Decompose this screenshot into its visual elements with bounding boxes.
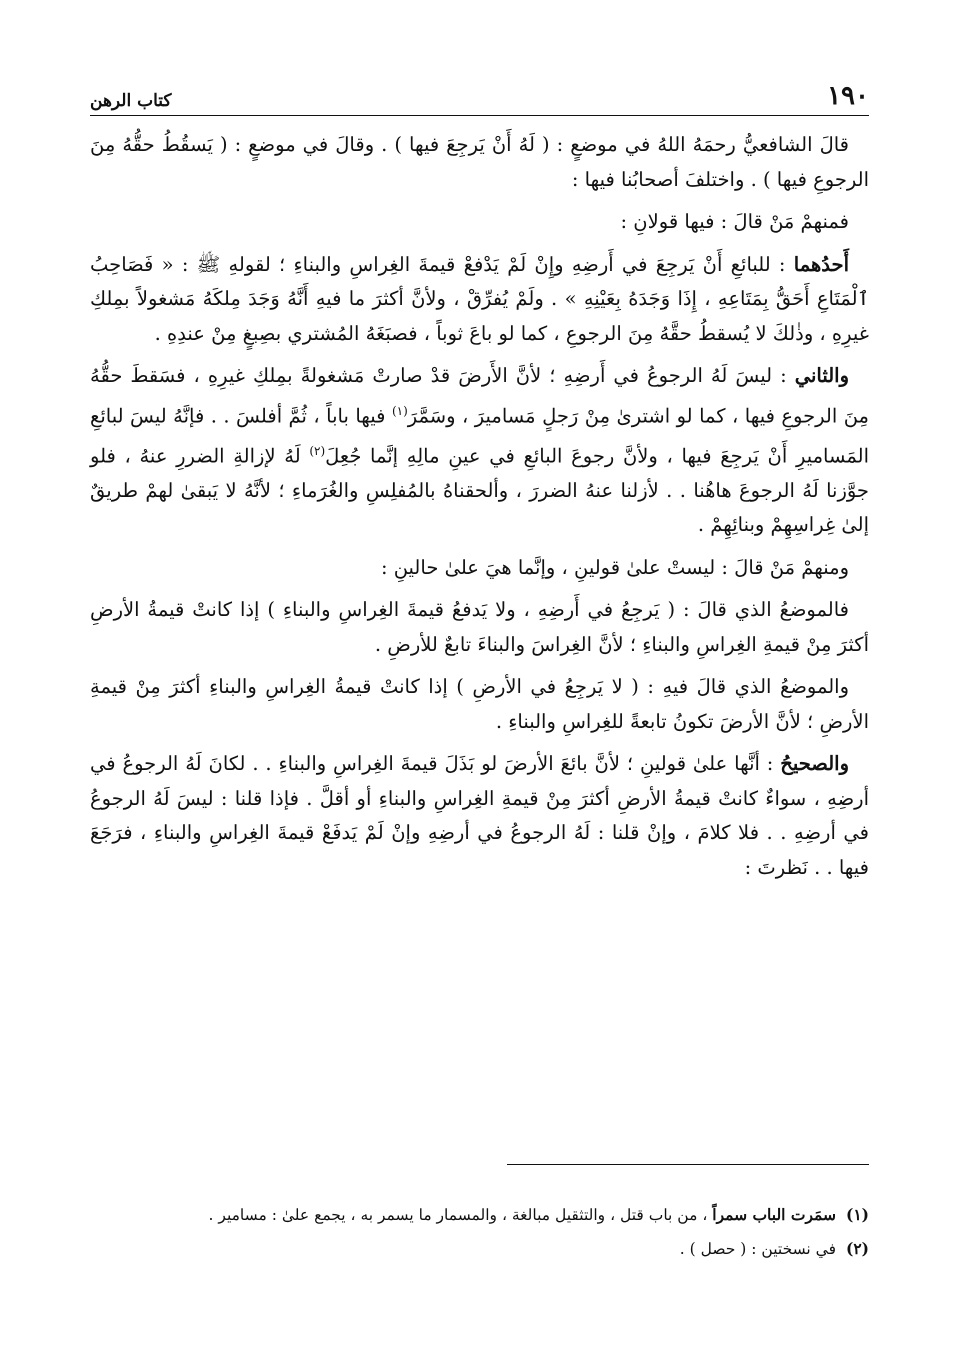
footnote-body — [209, 1200, 836, 1230]
footnote-text: ، من باب قتل ، والتثقيل مبالغة ، والمسمار ما يسمر به ، يجمع علىٰ : مسامير . — [208, 1206, 713, 1224]
paragraph — [90, 551, 869, 586]
page-number: ١٩٠ — [827, 81, 869, 111]
paragraph-text: ومنهمْ مَنْ قالَ : ليستْ علىٰ قولينِ ، وإنَّما هيَ علىٰ حالينِ : — [380, 555, 849, 579]
footnote-number: (١) — [845, 1205, 869, 1224]
footnote-term: سمَرت الباب سمراً — [712, 1205, 836, 1224]
footnote — [90, 1200, 869, 1230]
paragraph — [90, 670, 869, 739]
footnote — [90, 1234, 869, 1264]
footnote-text: في نسختين : ( حصل ) . — [679, 1240, 836, 1258]
paragraph-lead: والثاني — [794, 364, 849, 387]
footnote-number: (٢) — [845, 1239, 869, 1258]
paragraph-lead: والصحيحُ — [780, 752, 849, 775]
paragraph-text: فالموضعُ الذي قالَ : ( يَرجِعُ في أَرضِهِ ، ولا يَدفعُ قيمةَ الغِراسِ والبناءِ ) إذا كانتْ قيمةُ الأرضِ أكثرَ مِنْ قيمةِ الغِراسِ والبناءِ ؛ لأنَّ الغِراسَ والبناءَ تابعٌ للأرضِ . — [90, 598, 869, 656]
paragraph-text: : ليسَ لَهُ الرجوعُ في أَرضِهِ ؛ لأنَّ الأَرضَ قدْ صارتْ مَشغولةً بمِلكِ غيرِهِ ، فسَقطَ حقُّهُ مِنَ الرجوعِ فيها ، كما لو اشترىٰ مِنْ رَجلٍ مَساميرَ ، وسَمَّرَ — [90, 364, 869, 427]
paragraph-text: : أنَّها علىٰ قولينِ ؛ لأنَّ بائعَ الأرضَ لو بَذَلَ قيمةَ الغِراسِ والبناءِ . . لكانَ لَهُ الرجوعُ في أرضِهِ ، سواءٌ كانتْ قيمةُ الأرضِ أكثرَ مِنْ قيمةِ الغِراسِ والبناءِ أو أقلَّ . فإذا قلنا : ليسَ لَهُ الرجوعُ في أرضِهِ . . فلا كلامَ ، وإنْ قلنا : لَهُ الرجوعُ في أرضِهِ وإنْ لَمْ يَدفَعْ قيمةَ الغِراسِ والبناءِ ، فرَجَعَ فيها . . نَظرتَ : — [90, 752, 869, 879]
footnote-ref[interactable]: (١) — [391, 403, 408, 418]
main-text — [90, 128, 869, 893]
paragraph — [90, 128, 869, 197]
paragraph — [90, 747, 869, 885]
running-header — [90, 80, 869, 116]
footnote-divider — [507, 1164, 869, 1165]
footnote-ref[interactable]: (٢) — [309, 443, 326, 458]
paragraph — [90, 359, 869, 543]
paragraph-text: والموضعُ الذي قالَ فيهِ : ( لا يَرجِعُ في الأرضِ ) إذا كانتْ قيمةُ الغِراسِ والبناءِ أكثرَ مِنْ قيمةِ الأرضِ ؛ لأنَّ الأرضَ تكونُ تابعةً للغِراسِ والبناءِ . — [90, 675, 869, 733]
footnote-body — [680, 1234, 836, 1264]
book-title: كتاب الرهن — [90, 91, 172, 111]
paragraph-text: فيها باباً ، ثُمَّ أفلسَ . . فإنَّهُ ليسَ لبائعِ المَساميرِ أَنْ يَرجِعَ فيها ، ولأنَّ رجوعَ البائعِ في عينِ مالِهِ إنَّما جُعِلَ — [90, 404, 869, 467]
paragraph — [90, 593, 869, 662]
paragraph-text: فمنهمْ مَنْ قالَ : فيها قولانِ : — [620, 210, 849, 233]
paragraph — [90, 205, 869, 240]
paragraph-text: قالَ الشافعيُّ رحمَهُ اللهُ في موضعٍ : ( لَهُ أَنْ يَرجِعَ فيها ) . وقالَ في موضعٍ : ( يَسقُطُ حقُّهُ مِنَ الرجوعِ فيها ) . واختلفَ أصحابُنا فيها : — [90, 133, 869, 191]
paragraph-text: : للبائعِ أَنْ يَرجِعَ في أَرضِهِ وإِنْ لَمْ يَدْفعْ قيمةَ الغِراسِ والبناءِ ؛ لقولهِ ﷺ : « فَصَاحِبُ ٱلْمَتَاعِ أَحَقُّ بِمَتَاعِهِ ، إِذَا وَجَدَهُ بِعَيْنِهِ » . ولَمْ يُفرِّقْ ، ولأنَّ أكثرَ ما فيهِ أَنَّهُ وَجَدَ مِلكَهُ مَشغولاً بمِلكِ غيرِهِ ، وذٰلكَ لا يُسقطُ حقَّهُ مِنَ الرجوعِ ، كما لو باعَ ثوباً ، فصبَغَهُ المُشتري بصِبغٍ مِنْ عندِهِ . — [90, 252, 869, 345]
paragraph — [90, 248, 869, 352]
paragraph-text: لَهُ لإزالةِ الضررِ عنهُ ، فلو جوَّزنا لَهُ الرجوعَ هاهُنا . . لأزلنا عنهُ الضررَ ، وألحقناهُ بالمُفلِسِ والغُرَماءِ ؛ لأنَّهُ لا يَبقىٰ لهمْ طريقٌ إلىٰ غِراسِهِمْ وبنائِهِمْ . — [90, 444, 869, 536]
paragraph-lead: أَحدُهما — [793, 252, 849, 276]
footnotes — [90, 1200, 869, 1268]
